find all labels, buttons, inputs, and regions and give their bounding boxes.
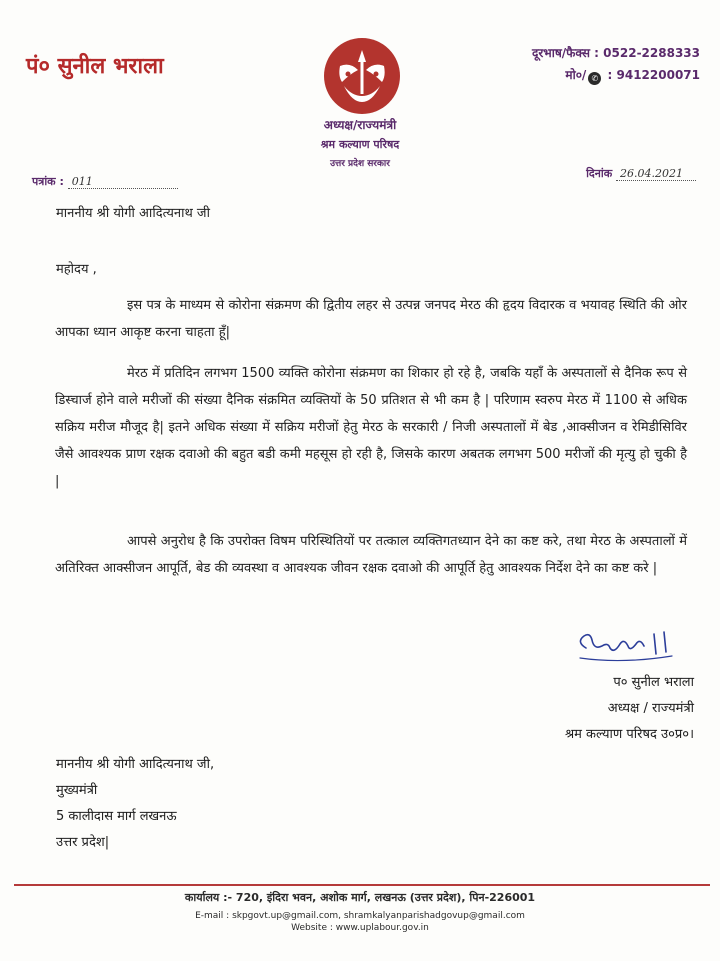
designation-title: अध्यक्ष/राज्यमंत्री — [323, 118, 397, 132]
letter-date — [586, 166, 696, 181]
email-label: E-mail : — [195, 911, 230, 921]
recipient-address — [56, 752, 214, 856]
recipient-line-1: माननीय श्री योगी आदित्यनाथ जी, — [56, 757, 215, 772]
phone-row — [532, 42, 700, 64]
whatsapp-icon: ✆ — [588, 72, 601, 85]
addressee: माननीय श्री योगी आदित्यनाथ जी — [56, 206, 210, 221]
mobile-row — [532, 64, 700, 86]
recipient-line-2: मुख्यमंत्री — [56, 783, 98, 798]
paragraph-2-text: मेरठ में प्रतिदिन लगभग 1500 व्यक्ति कोरोना संक्रमण का शिकार हो रहे है, जबकि यहाँ के अस्पतालों से दैनिक रूप से डिस्चार्ज होने वाले मरीजों की संख्या दैनिक संक्रमित व्यक्तियों के 50 प्रतिशत से भी कम है | परिणाम स्वरुप मेरठ में 1100 से अधिक सक्रिय मरीज मौजूद है| इतने अधिक संख्या में सक्रिय मरीजों हेतु मेरठ के सरकारी / निजी अस्पतालों में बेड ,आक्सीजन व रेमिडीसिविर जैसे आवश्यक प्राण रक्षक दवाओ की बहुत बडी कमी महसूस हो रही है, जिसके कारण अबतक लगभग 500 मरीजों की मृत्यु हो चुकी है | — [55, 366, 687, 489]
paragraph-2 — [55, 360, 687, 495]
paragraph-1-text: इस पत्र के माध्यम से कोरोना संक्रमण की द्वितीय लहर से उत्पन्न जनपद मेरठ की हृदय विदारक व भयावह स्थिति की ओर आपका ध्यान आकृष्ट करना चाहता हूँ| — [55, 298, 687, 340]
phone-label: दूरभाष/फैक्स : — [532, 46, 599, 60]
website-link[interactable]: www.uplabour.gov.in — [335, 923, 429, 933]
mobile-value: : 9412200071 — [607, 68, 700, 82]
footer — [0, 890, 720, 933]
ref-label: पत्रांक : — [32, 175, 64, 188]
website-row — [0, 923, 720, 933]
office-address: कार्यालय :- 720, इंदिरा भवन, अशोक मार्ग, लखनऊ (उत्तर प्रदेश), पिन-226001 — [184, 891, 536, 904]
recipient-line-3: 5 कालीदास मार्ग लखनऊ — [56, 809, 177, 824]
signoff-org: श्रम कल्याण परिषद उ०प्र०। — [564, 727, 694, 742]
party-logo-icon — [322, 36, 402, 116]
reference-number — [32, 174, 178, 189]
paragraph-3-text: आपसे अनुरोध है कि उपरोक्त विषम परिस्थितियों पर तत्काल व्यक्तिगतध्यान देने का कष्ट करे, तथा मेरठ के अस्पतालों में अतिरिक्त आक्सीजन आपूर्ति, बेड की व्यवस्था व आवश्यक जीवन रक्षक दवाओ की आपूर्ति हेतु आवश्यक निर्देश देने का कष्ट करे | — [55, 534, 687, 576]
paragraph-3 — [55, 528, 687, 582]
paragraph-1 — [55, 292, 687, 346]
ref-value: 011 — [68, 175, 178, 189]
sender-name: पं० सुनील भराला — [26, 54, 164, 79]
handwritten-signature — [572, 626, 682, 666]
salutation: महोदय , — [56, 262, 97, 277]
email-row — [0, 911, 720, 921]
phone-value: 0522-2288333 — [603, 46, 700, 60]
website-label: Website : — [291, 923, 333, 933]
contact-block — [532, 42, 700, 86]
designation-govt: उत्तर प्रदेश सरकार — [330, 159, 390, 169]
date-label: दिनांक — [586, 167, 613, 180]
email-value[interactable]: skpgovt.up@gmail.com, shramkalyanparishadgovup@gmail.com — [232, 911, 525, 921]
signoff-block — [565, 670, 694, 748]
recipient-line-4: उत्तर प्रदेश| — [56, 835, 110, 850]
footer-divider — [14, 884, 710, 886]
designation-block — [280, 116, 440, 169]
mobile-label: मो०/ — [565, 68, 587, 82]
date-value: 26.04.2021 — [616, 167, 696, 181]
signoff-title: अध्यक्ष / राज्यमंत्री — [607, 701, 694, 716]
signoff-name: प० सुनील भराला — [613, 675, 694, 690]
designation-org: श्रम कल्याण परिषद — [320, 138, 400, 151]
